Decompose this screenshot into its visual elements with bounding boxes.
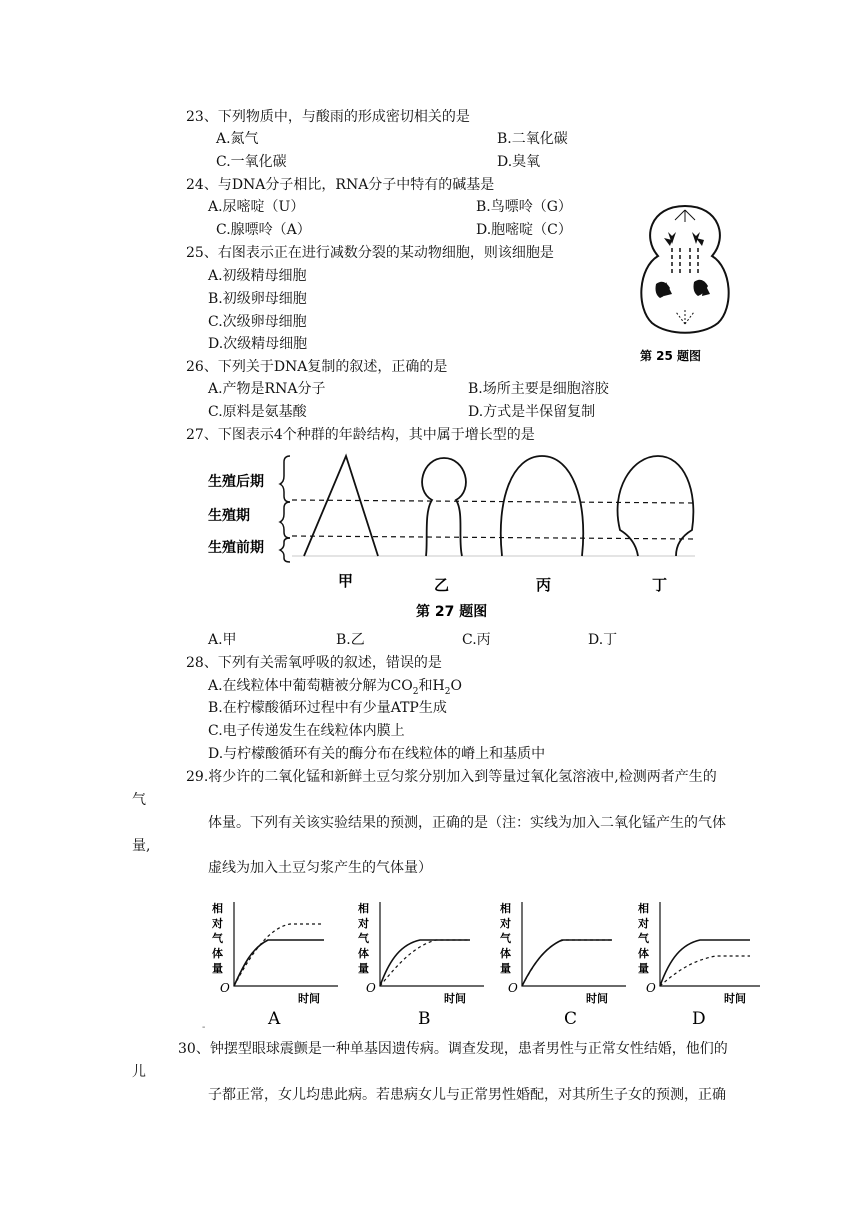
question-23-stem: 23、下列物质中，与酸雨的形成密切相关的是	[186, 109, 470, 125]
q24-option-a: A.尿嘧啶（U）	[208, 199, 305, 215]
graph-panel	[357, 901, 484, 1005]
graph-xlabel: 时间	[444, 992, 466, 1005]
graph-panel	[211, 901, 338, 1005]
graph-origin: O	[220, 981, 230, 995]
q25-option-d: D.次级精母细胞	[208, 336, 308, 352]
stage-label-pre: 生殖前期	[208, 540, 264, 556]
stray-mark: -	[202, 1022, 206, 1032]
graph-ylabel-char: 相	[500, 902, 511, 915]
population-label-bing: 丙	[536, 576, 552, 594]
q27-option-a: A.甲	[208, 632, 237, 648]
question-24-stem: 24、与DNA分子相比，RNA分子中特有的碱基是	[186, 177, 495, 193]
graph-label-a: A	[268, 1009, 281, 1029]
population-label-yi: 乙	[434, 576, 450, 594]
graph-axes	[522, 902, 626, 986]
graph-xlabel: 时间	[724, 992, 746, 1005]
age-structure-figure	[200, 450, 705, 625]
graph-ylabel-char: 气	[638, 932, 649, 945]
graph-ylabel-char: 相	[638, 902, 649, 915]
q23-option-d: D.臭氧	[497, 154, 541, 170]
graph-ylabel-char: 体	[358, 947, 369, 960]
solid-curve-mno2	[660, 940, 750, 986]
q24-option-c: C.腺嘌呤（A）	[216, 222, 311, 238]
q27-figure-caption: 第 27 题图	[416, 604, 488, 620]
q25-option-c: C.次级卵母细胞	[208, 314, 307, 330]
graph-origin: O	[366, 981, 376, 995]
graph-xlabel: 时间	[298, 992, 320, 1005]
graph-axes	[380, 902, 484, 986]
question-29-wrap1: 气	[132, 792, 146, 808]
question-30-stem-line1: 30、钟摆型眼球震颤是一种单基因遗传病。调查发现，患者男性与正常女性结婚，他们的	[178, 1041, 728, 1057]
graph-ylabel-char: 体	[212, 947, 223, 960]
graph-ylabel-char: 相	[358, 902, 369, 915]
graph-panel	[637, 901, 760, 1005]
question-25-stem: 25、右图表示正在进行减数分裂的某动物细胞，则该细胞是	[186, 245, 554, 261]
q27-option-b: B.乙	[336, 632, 365, 648]
graph-ylabel-char: 量	[500, 962, 511, 975]
question-27-stem: 27、下图表示4个种群的年龄结构，其中属于增长型的是	[186, 427, 535, 443]
q26-option-d: D.方式是半保留复制	[468, 404, 596, 420]
question-29-stem-line1: 29.将少许的二氧化锰和新鲜土豆匀浆分别加入到等量过氧化氢溶液中,检测两者产生的	[186, 769, 717, 785]
q28-option-a	[208, 677, 462, 701]
question-26-stem: 26、下列关于DNA复制的叙述，正确的是	[186, 359, 448, 375]
graph-origin: O	[646, 981, 656, 995]
q25-option-a: A.初级精母细胞	[208, 268, 307, 284]
q25-figure-caption: 第 25 题图	[640, 349, 702, 363]
population-label-ding: 丁	[652, 576, 668, 594]
dashed-curve-potato	[522, 940, 612, 986]
graph-ylabel-char: 对	[212, 917, 223, 930]
graph-label-c: C	[564, 1009, 578, 1029]
graph-ylabel-char: 体	[638, 947, 649, 960]
graph-label-b: B	[418, 1009, 431, 1029]
q23-option-a: A.氮气	[216, 131, 259, 147]
q28-option-c: C.电子传递发生在线粒体内膜上	[208, 723, 405, 739]
cell-division-figure	[630, 198, 740, 370]
question-29-stem-line3: 虚线为加入土豆匀浆产生的气体量）	[208, 860, 432, 876]
graph-xlabel: 时间	[586, 992, 608, 1005]
q24-option-b: B.鸟嘌呤（G）	[476, 199, 572, 215]
solid-curve-mno2	[380, 940, 470, 986]
q28-option-a-text-3: O	[450, 678, 462, 694]
question-30-stem-line2: 子都正常，女儿均患此病。若患病女儿与正常男性婚配，对其所生子女的预测，正确	[208, 1087, 726, 1103]
stage-label-reproductive: 生殖期	[208, 508, 250, 524]
q28-option-a-text-1: A.在线粒体中葡萄糖被分解为CO	[208, 678, 413, 694]
graph-axes	[234, 902, 338, 986]
q25-option-b: B.初级卵母细胞	[208, 291, 307, 307]
question-29-stem-line2: 体量。下列有关该实验结果的预测，正确的是（注：实线为加入二氧化锰产生的气体	[208, 815, 726, 831]
gas-volume-graphs	[200, 882, 760, 1032]
graph-ylabel-char: 气	[500, 932, 511, 945]
graph-label-d: D	[692, 1009, 706, 1029]
graph-ylabel-char: 量	[358, 962, 369, 975]
q23-option-c: C.一氧化碳	[216, 154, 287, 170]
question-29-wrap2: 量,	[132, 838, 151, 854]
graph-ylabel-char: 对	[638, 917, 649, 930]
graph-ylabel-char: 量	[212, 962, 223, 975]
stage-label-post: 生殖后期	[208, 474, 264, 490]
q27-option-d: D.丁	[588, 632, 618, 648]
q28-option-a-sub-2: 2	[444, 686, 451, 697]
graph-ylabel-char: 相	[212, 902, 223, 915]
population-label-jia: 甲	[338, 572, 354, 590]
q23-option-b: B.二氧化碳	[497, 131, 568, 147]
graph-panel	[499, 901, 626, 1005]
q28-option-a-text-2: 和H	[418, 678, 445, 694]
q26-option-b: B.场所主要是细胞溶胶	[468, 381, 609, 397]
graph-ylabel-char: 气	[212, 932, 223, 945]
graph-ylabel-char: 对	[500, 917, 511, 930]
graph-ylabel-char: 对	[358, 917, 369, 930]
q26-option-c: C.原料是氨基酸	[208, 404, 307, 420]
q26-option-a: A.产物是RNA分子	[208, 381, 326, 397]
graph-origin: O	[508, 981, 518, 995]
q24-option-d: D.胞嘧啶（C）	[476, 222, 572, 238]
q28-option-d: D.与柠檬酸循环有关的酶分布在线粒体的嵴上和基质中	[208, 746, 546, 762]
question-30-wrap1: 儿	[132, 1064, 146, 1080]
graph-ylabel-char: 气	[358, 932, 369, 945]
dashed-curve-potato	[380, 940, 470, 986]
question-28-stem: 28、下列有关需氧呼吸的叙述，错误的是	[186, 655, 442, 671]
q28-option-b: B.在柠檬酸循环过程中有少量ATP生成	[208, 700, 447, 716]
graph-ylabel-char: 量	[638, 962, 649, 975]
dashed-curve-potato	[660, 956, 750, 986]
q28-option-a-sub-1: 2	[412, 686, 419, 697]
dashed-curve-potato	[234, 924, 324, 986]
q27-option-c: C.丙	[462, 632, 491, 648]
graph-ylabel-char: 体	[500, 947, 511, 960]
